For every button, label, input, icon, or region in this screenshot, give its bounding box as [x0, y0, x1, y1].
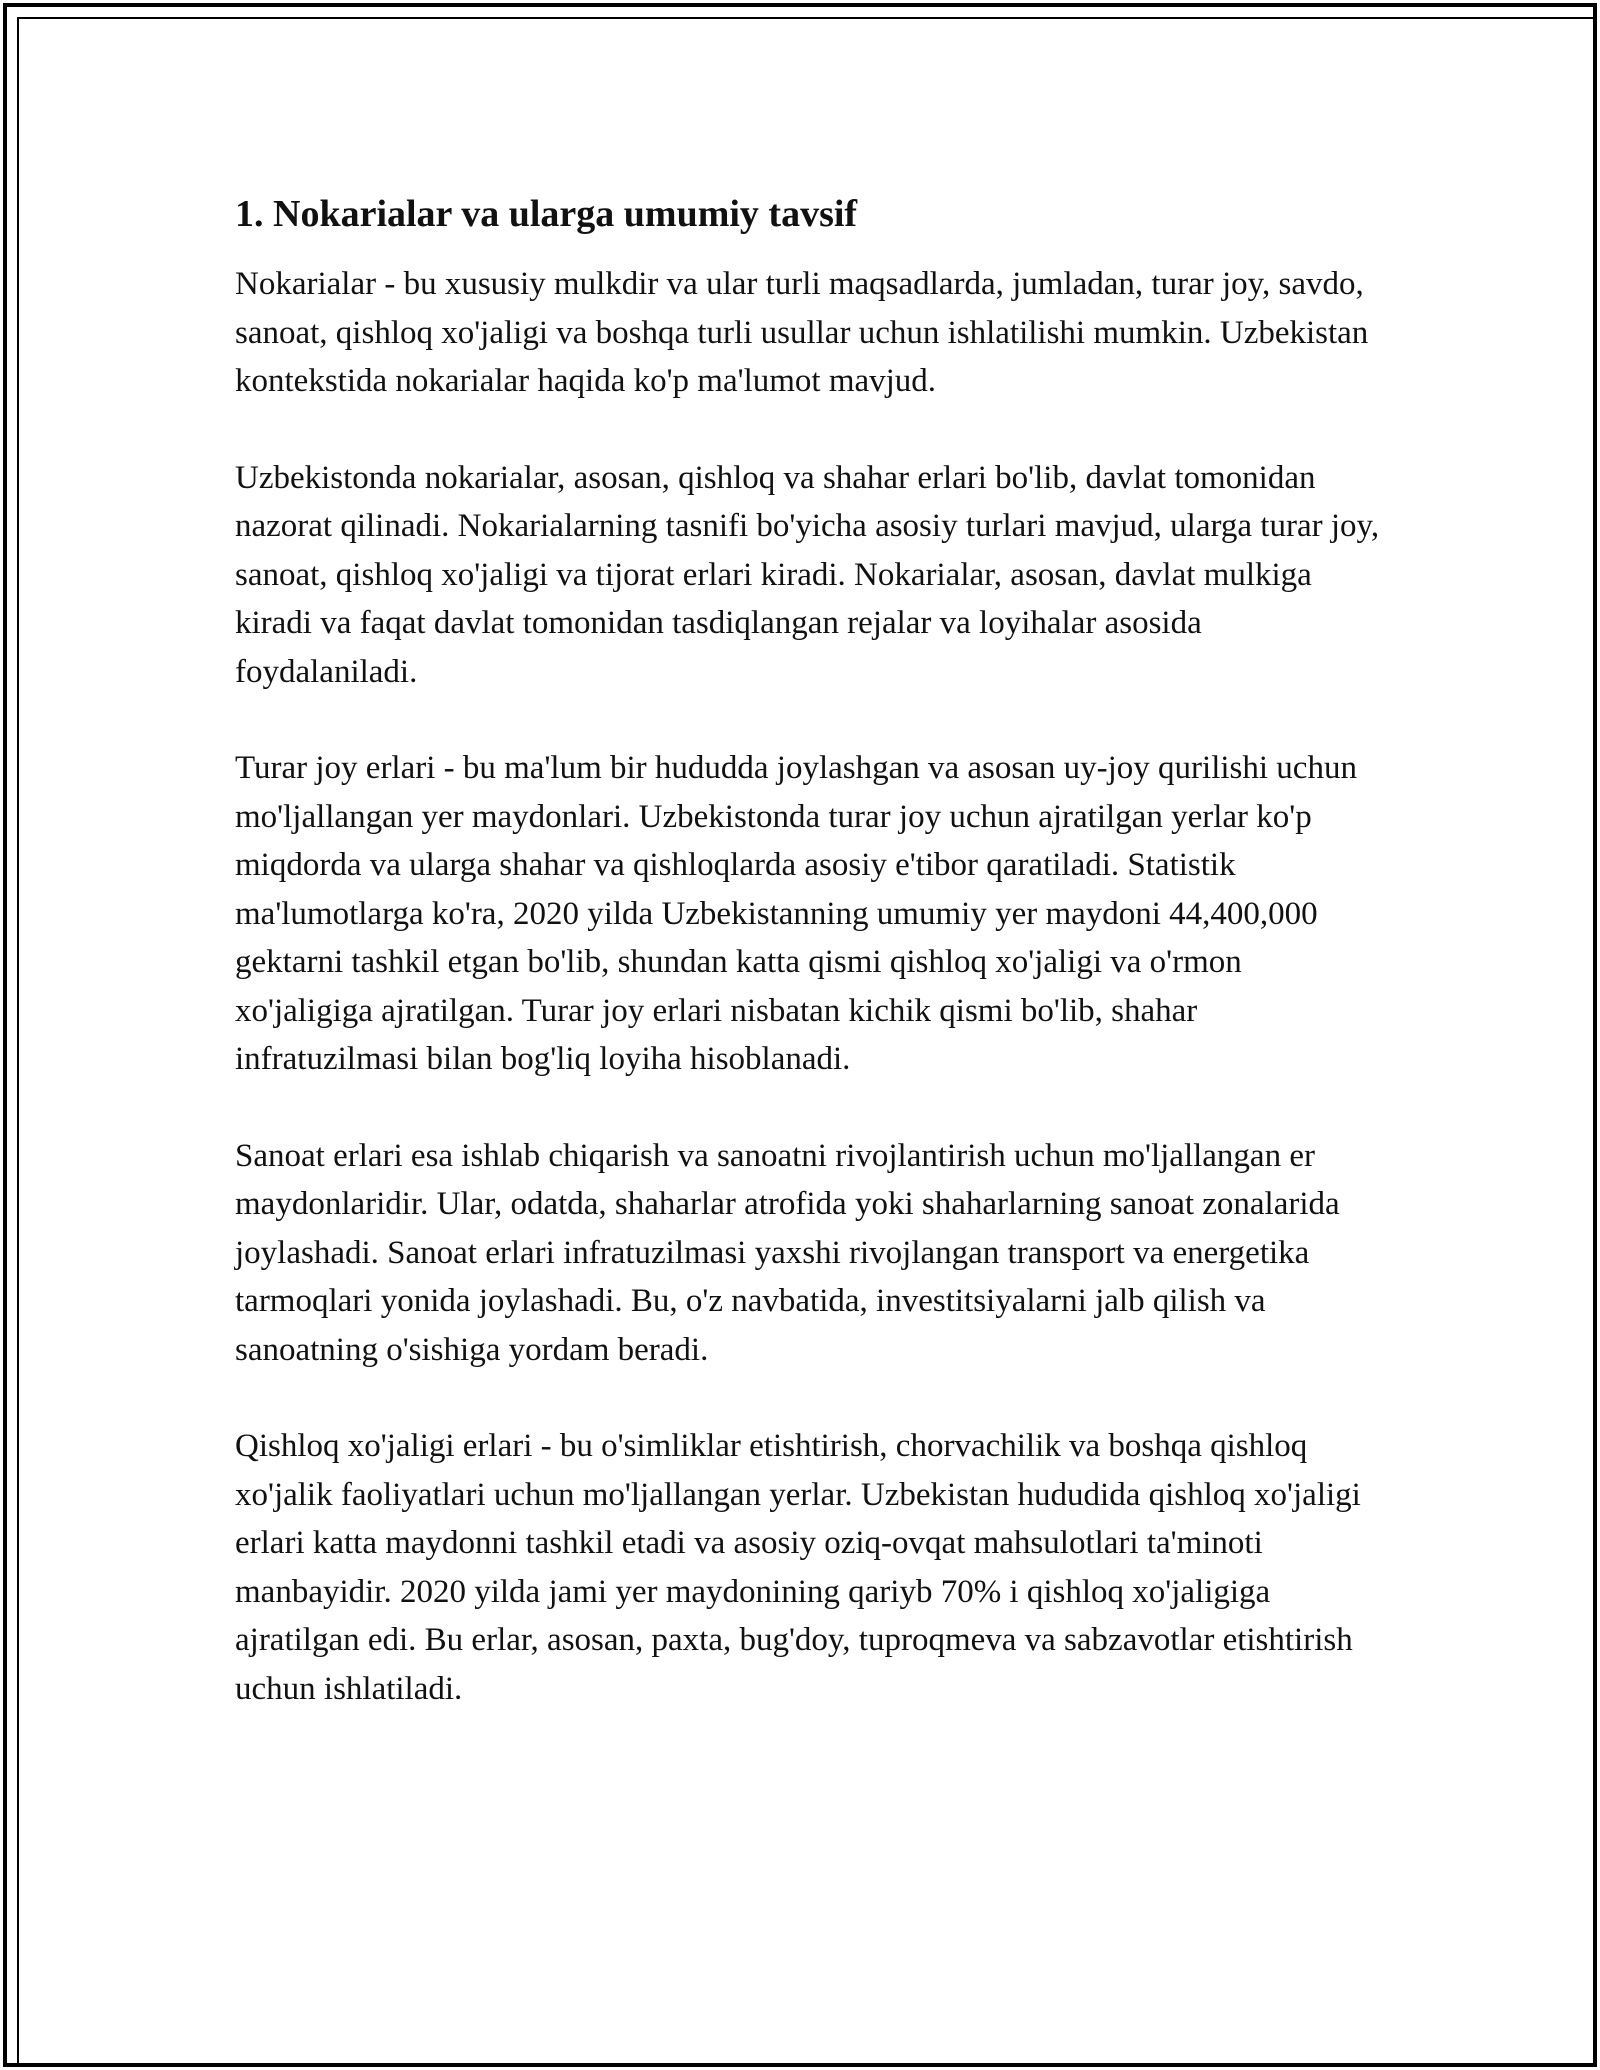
section-heading: 1. Nokarialar va ularga umumiy tavsif [235, 193, 858, 235]
paragraph-intro: Nokarialar - bu xususiy mulkdir va ular turli maqsadlarda, jumladan, turar joy, savdo, sanoat, qishloq xo'jaligi va boshqa turli usullar uchun ishlatilishi mumkin. Uzbekistan kontekstida nokarialar haqida ko'p ma'lumot mavjud. [235, 266, 1369, 399]
paragraph-industrial-land: Sanoat erlari esa ishlab chiqarish va sanoatni rivojlantirish uchun mo'ljallangan er maydonlaridir. Ular, odatda, shaharlar atrofida yoki shaharlarning sanoat zonalarida joylashadi. Sanoat erlari infratuzilmasi yaxshi rivojlangan transport va energetika tarmoqlari yonida joylashadi. Bu, o'z navbatida, investitsiyalarni jalb qilish va sanoatning o'sishiga yordam beradi. [235, 1137, 1340, 1368]
paragraph-agricultural-land: Qishloq xo'jaligi erlari - bu o'simliklar etishtirish, chorvachilik va boshqa qishloq xo'jalik faoliyatlari uchun mo'ljallangan yerlar. Uzbekistan hududida qishloq xo'jaligi erlari katta maydonni tashkil etadi va asosiy oziq-ovqat mahsulotlari ta'minoti manbayidir. 2020 yilda jami yer maydonining qariyb 70% i qishloq xo'jaligiga ajratilgan edi. Bu erlar, asosan, paxta, bug'doy, tuproqmeva va sabzavotlar etishtirish uchun ishlatiladi. [235, 1428, 1361, 1707]
paragraph-uzbekistan-land: Uzbekistonda nokarialar, asosan, qishloq va shahar erlari bo'lib, davlat tomonidan nazorat qilinadi. Nokarialarning tasnifi bo'yicha asosiy turlari mavjud, ularga turar joy, sanoat, qishloq xo'jaligi va tijorat erlari kiradi. Nokarialar, asosan, davlat mulkiga kiradi va faqat davlat tomonidan tasdiqlangan rejalar va loyihalar asosida foydalaniladi. [235, 459, 1380, 690]
paragraph-residential-land: Turar joy erlari - bu ma'lum bir hududda joylashgan va asosan uy-joy qurilishi uchun mo'ljallangan yer maydonlari. Uzbekistonda turar joy uchun ajratilgan yerlar ko'p miqdorda va ularga shahar va qishloqlarda asosiy e'tibor qaratiladi. Statistik ma'lumotlarga ko'ra, 2020 yilda Uzbekistanning umumiy yer maydoni 44,400,000 gektarni tashkil etgan bo'lib, shundan katta qismi qishloq xo'jaligi va o'rmon xo'jaligiga ajratilgan. Turar joy erlari nisbatan kichik qismi bo'lib, shahar infratuzilmasi bilan bog'liq loyiha hisoblanadi. [235, 750, 1357, 1077]
document-body [235, 188, 1385, 1761]
